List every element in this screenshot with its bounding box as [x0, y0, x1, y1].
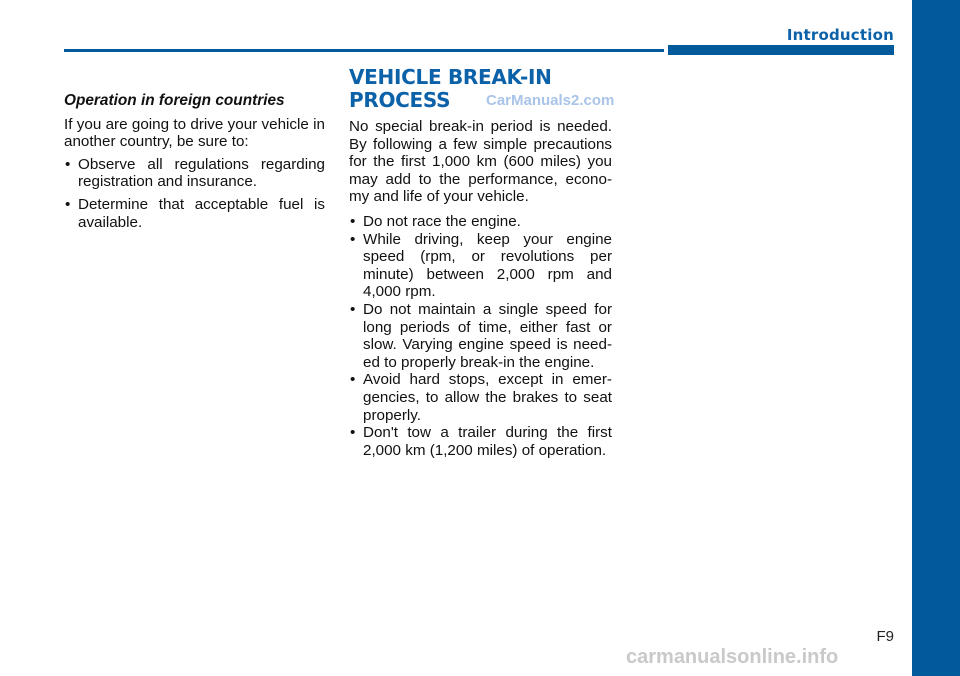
list-item-text: Don't tow a trailer during the first 2,000 km (1,200 miles) of operation. [363, 424, 612, 459]
list-item-text: Do not race the engine. [363, 212, 521, 230]
list-item [349, 371, 612, 424]
page-number: F9 [876, 628, 894, 645]
bullet-icon: • [350, 230, 356, 248]
left-column [64, 92, 325, 231]
list-item-text: Determine that acceptable fuel is available. [78, 195, 325, 231]
list-item [64, 196, 325, 231]
bullet-icon: • [350, 424, 356, 442]
bullet-icon: • [65, 195, 71, 213]
right-column [349, 118, 612, 459]
list-item [349, 213, 612, 231]
footer-watermark: carmanualsonline.info [626, 646, 839, 668]
foreign-countries-list [64, 156, 325, 231]
foreign-countries-intro: If you are going to drive your vehicle in another country, be sure to: [64, 115, 325, 151]
break-in-list [349, 213, 612, 459]
watermark-logo: CarManuals2.com [486, 92, 615, 109]
header-rule-thin [64, 49, 664, 52]
list-item [64, 156, 325, 191]
list-item-text: Observe all regulations regarding registration and insurance. [78, 155, 325, 191]
header-rule-thick [668, 45, 894, 55]
break-in-heading-line2: PROCESS [349, 88, 451, 112]
bullet-icon: • [350, 212, 356, 230]
bullet-icon: • [350, 371, 356, 389]
list-item [349, 424, 612, 459]
bullet-icon: • [350, 300, 356, 318]
break-in-intro: No special break-in period is needed. By following a few simple precautions for the first 1,000 km (600 miles) you may add to the performance, econo-my and life of your vehicle. [349, 118, 612, 206]
break-in-heading-line1: VEHICLE BREAK-IN [349, 65, 552, 89]
bullet-icon: • [65, 155, 71, 173]
list-item [349, 301, 612, 371]
foreign-countries-subheading: Operation in foreign countries [64, 92, 285, 109]
list-item-text: Avoid hard stops, except in emer-gencies, to allow the brakes to seat properly. [363, 371, 612, 424]
section-title: Introduction [786, 26, 894, 44]
list-item-text: Do not maintain a single speed for long periods of time, either fast or slow. Varying engine speed is need-ed to properly break-in the engine. [363, 300, 612, 371]
list-item [349, 231, 612, 301]
chapter-side-tab [912, 0, 960, 676]
list-item-text: While driving, keep your engine speed (rpm, or revolutions per minute) between 2,000 rpm and 4,000 rpm. [363, 230, 612, 301]
